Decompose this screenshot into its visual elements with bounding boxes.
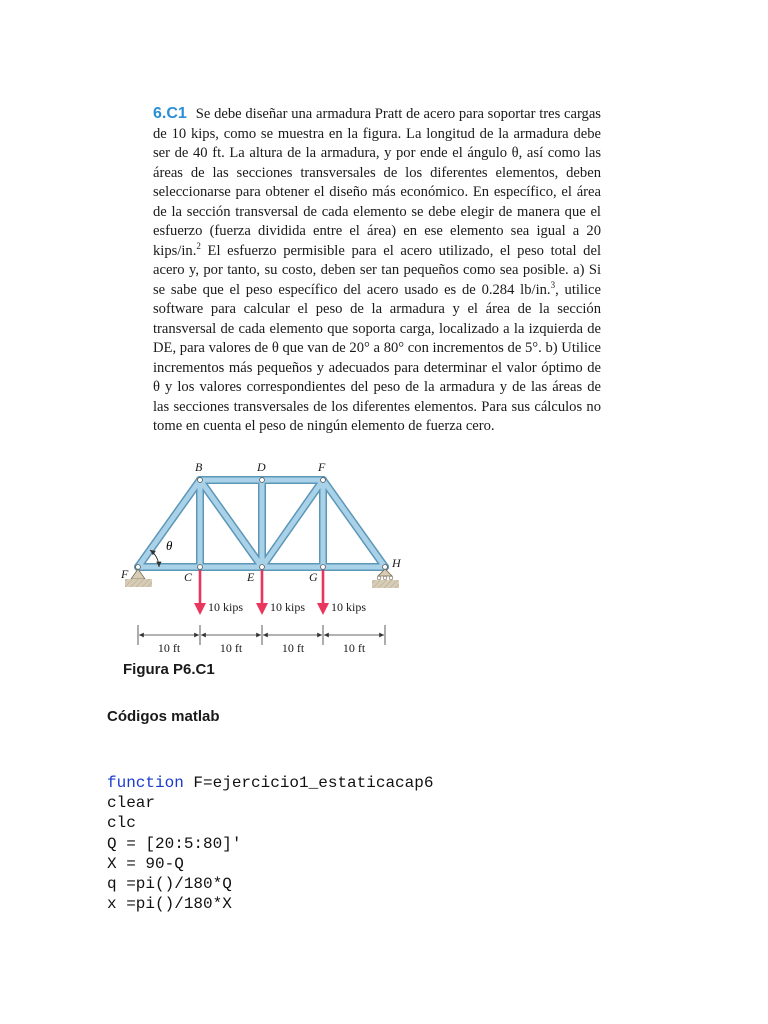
angle-label: θ (166, 538, 173, 553)
superscript-2: 2 (196, 240, 201, 251)
superscript-3: 3 (550, 279, 556, 290)
label-E: E (247, 570, 255, 584)
code-line-3: clc (107, 814, 136, 833)
label-C: C (184, 570, 193, 584)
code-line-5: X = 90-Q (107, 854, 184, 873)
joint-C (198, 565, 203, 570)
joint-G (321, 565, 326, 570)
dim-label-3: 10 ft (281, 641, 305, 655)
joint-B (198, 478, 203, 483)
truss-members (138, 480, 385, 567)
label-D: D (257, 460, 266, 474)
label-H: H (392, 556, 401, 570)
label-B: B (195, 460, 203, 474)
problem-text-part3: , utilice software para calcular el peso de la armadura y el área de la sección transversal de cada elemento que soporta carga, localizado a la izquierda de DE, para valores de θ que van de 20° a 80° con incrementos de 5°. b) Utilice incrementos más pequeños y adecuados para determinar el valor óptimo de θ y los valores correspondientes del peso de la armadura y de las áreas de las secciones transversales de los diferentes elementos. Para sus cálculos no tome en cuenta el peso de ningún elemento de fuerza cero. (153, 281, 601, 434)
label-G: G (309, 570, 318, 584)
code-line-7: x =pi()/180*X (107, 895, 232, 914)
problem-text-part1: Se debe diseñar una armadura Pratt de acero para soportar tres cargas de 10 kips, como se muestra en la figura. La longitud de la armadura debe ser de 40 ft. La altura de la armadura, y por ende el ángulo θ, así como las áreas de las secciones transversales de los diferentes elementos, deben seleccionarse para obtener el diseño más económico. En específico, el área de la sección transversal de cada elemento se debe elegir de manera que el esfuerzo (fuerza dividida entre el área) en ese elemento sea igual a 20 kips/in. (153, 106, 601, 259)
joint-F-top (321, 478, 326, 483)
code-line-2: clear (107, 794, 156, 813)
matlab-code-block (107, 773, 433, 914)
joint-E (260, 565, 265, 570)
code-line-1: F=ejercicio1_estaticacap6 (183, 774, 434, 792)
dim-label-4: 10 ft (342, 641, 366, 655)
load-label-1: 10 kips (208, 600, 244, 614)
dim-label-2: 10 ft (219, 641, 243, 655)
figure-caption: Figura P6.C1 (123, 661, 215, 678)
pratt-truss-figure (115, 455, 425, 680)
code-heading: Códigos matlab (107, 708, 220, 725)
dim-label-1: 10 ft (157, 641, 181, 655)
load-label-3: 10 kips (331, 600, 367, 614)
label-F-top: F (318, 460, 326, 474)
problem-statement (153, 104, 601, 437)
joint-D (260, 478, 265, 483)
left-support (125, 569, 152, 587)
right-support (372, 569, 399, 588)
problem-text-part2: El esfuerzo permisible para el acero utilizado, el peso total del acero y, por tanto, su costo, deben ser tan pequeños como sea posible. a) Si se sabe que el peso específico del acero usado es de 0.284 lb/in. (153, 242, 601, 298)
code-line-6: q =pi()/180*Q (107, 875, 232, 894)
problem-number: 6.C1 (153, 105, 187, 122)
code-line-4: Q = [20:5:80]' (107, 834, 242, 853)
label-F-left: F (121, 567, 129, 581)
load-label-2: 10 kips (270, 600, 306, 614)
code-keyword-function: function (107, 774, 184, 792)
